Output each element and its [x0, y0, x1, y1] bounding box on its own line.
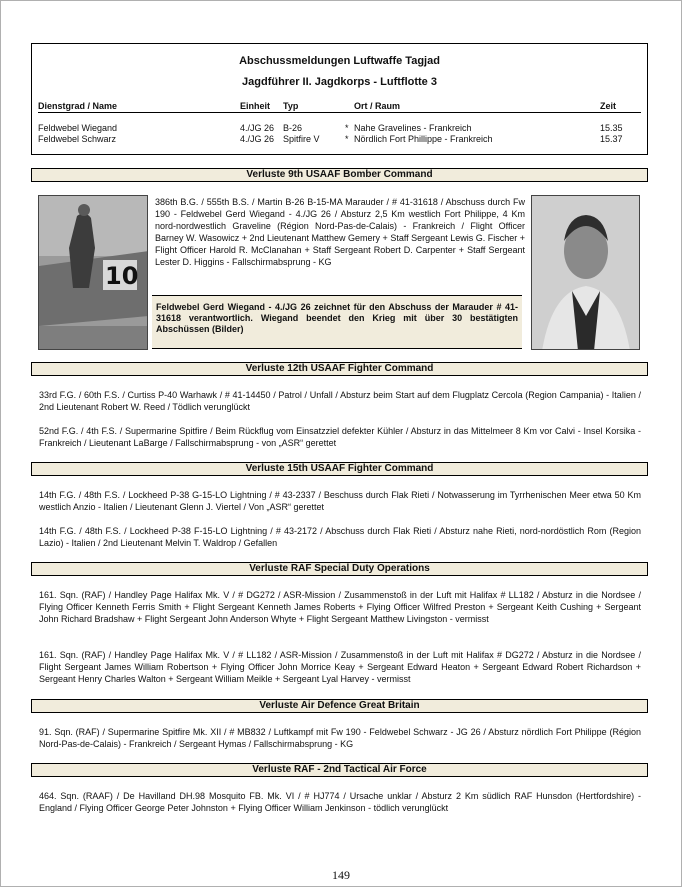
row-time: 15.35	[600, 123, 623, 133]
col-type: Typ	[283, 101, 299, 111]
loss-entry: 14th F.G. / 48th F.S. / Lockheed P-38 G-15-LO Lightning / # 43-2337 / Beschuss durch Flak Rieti / Notwasserung im Tyrrhenischen Meer etwa 50 Km westlich Anzio - Italien / Lieutenant Glenn J. Viertel / Von „ASR“ gerettet	[39, 490, 641, 512]
section-heading: Verluste RAF Special Duty Operations	[31, 562, 648, 576]
row-name: Feldwebel Wiegand	[38, 123, 118, 133]
row-place: Nördlich Fort Phillippe - Frankreich	[354, 134, 493, 144]
row-mark: *	[345, 134, 349, 144]
loss-entry: 161. Sqn. (RAF) / Handley Page Halifax Mk. V / # DG272 / ASR-Mission / Zusammenstoß in der Luft mit Halifax # LL182 / Absturz in die Nordsee / Flying Officer Kenneth Ferris Smith + Flight Sergeant Kenneth James Roberts + Flying Officer Wilfred Preston + Sergeant Keith Cushing + Sergeant John Richard Bradshaw + Flight Sergeant John Anderson Whyte + Flight Sergeant Matthew Livingston - vermisst	[39, 590, 641, 624]
row-name: Feldwebel Schwarz	[38, 134, 117, 144]
section-heading: Verluste RAF - 2nd Tactical Air Force	[31, 763, 648, 777]
row-type: B-26	[283, 123, 303, 133]
claims-table-box	[31, 43, 648, 155]
pilot-portrait	[531, 195, 640, 350]
section-heading: Verluste 15th USAAF Fighter Command	[31, 462, 648, 476]
col-unit: Einheit	[240, 101, 271, 111]
section-heading: Verluste 12th USAAF Fighter Command	[31, 362, 648, 376]
section-heading: Verluste 9th USAAF Bomber Command	[31, 168, 648, 182]
section-heading: Verluste Air Defence Great Britain	[31, 699, 648, 713]
loss-entry: 14th F.G. / 48th F.S. / Lockheed P-38 F-15-LO Lightning / # 43-2172 / Abschuss durch Flak Rieti / Absturz nahe Rieti, nord-nordöstlich Rom (Region Lazio) - Italien / 2nd Lieutenant Melvin T. Waldrop / Gefallen	[39, 526, 641, 548]
loss-entry: 33rd F.G. / 60th F.S. / Curtiss P-40 Warhawk / # 41-14450 / Patrol / Unfall / Absturz beim Start auf dem Flugplatz Cercola (Region Campania) - Italien / 2nd Lieutenant Robert W. Reed / Tödlich verunglückt	[39, 390, 641, 412]
aircraft-marking: 10	[105, 262, 139, 290]
row-unit: 4./JG 26	[240, 134, 275, 144]
loss-report-text: 386th B.G. / 555th B.S. / Martin B-26 B-15-MA Marauder / # 41-31618 / Abschuss durch Fw 190 - Feldwebel Gerd Wiegand - 4./JG 26 / Absturz 2,5 Km westlich Fort Philippe, 4 Km nord-nordwestlich Graveline (Région Nord-Pas-de-Calais) - Frankreich / Flight Officer Barney W. Wasowicz + 2nd Lieutenant Matthew Gemery + Staff Sergeant Lewis G. Fischer + Flight Officer Harold R. McClanahan + Staff Sergeant Robert D. Carpenter + Staff Sergeant Lester D. Higgins - Fallschirmabsprung - KG	[155, 197, 525, 267]
report-title: Abschussmeldungen Luftwaffe Tagjad	[239, 55, 440, 67]
row-time: 15.37	[600, 134, 623, 144]
col-place: Ort / Raum	[354, 101, 401, 111]
row-type: Spitfire V	[283, 134, 320, 144]
col-rank-name: Dienstgrad / Name	[38, 101, 118, 111]
report-subtitle: Jagdführer II. Jagdkorps - Luftflotte 3	[242, 76, 437, 88]
loss-entry: 52nd F.G. / 4th F.S. / Supermarine Spitfire / Beim Rückflug vom Einsatzziel defekter Kühler / Absturz in das Mittelmeer 8 Km vor Calvi - Insel Korsika - Frankreich / Lieutenant LaBarge / Fallschirmabsprung - von „ASR“ gerettet	[39, 426, 641, 448]
row-mark: *	[345, 123, 349, 133]
loss-entry: 464. Sqn. (RAAF) / De Havilland DH.98 Mosquito FB. Mk. VI / # HJ774 / Ursache unklar / Absturz 2 Km südlich RAF Hunsdon (Hertfordshire) - England / Flying Officer George Peter Johnston + Flying Officer William Jenkinson - tödlich verunglückt	[39, 791, 641, 813]
aircraft-photo	[38, 195, 148, 350]
loss-entry: 91. Sqn. (RAF) / Supermarine Spitfire Mk. XII / # MB832 / Luftkampf mit Fw 190 - Feldwebel Schwarz - JG 26 / Absturz nördlich Fort Philippe (Région Nord-Pas-de-Calais) - Frankreich / Sergeant Hymas / Fallschirmabsprung - KG	[39, 727, 641, 749]
photo-caption: Feldwebel Gerd Wiegand - 4./JG 26 zeichnet für den Abschuss der Marauder # 41-31618 verantwortlich. Wiegand beendet den Krieg mit über 30 bestätigten Abschüssen (Bilder)	[152, 295, 522, 349]
header-divider	[38, 112, 641, 113]
loss-entry: 161. Sqn. (RAF) / Handley Page Halifax Mk. V / # LL182 / ASR-Mission / Zusammenstoß in der Luft mit Halifax # DG272 / Absturz in die Nordsee / Flight Sergeant James William Robertson + Flying Officer John Morrice Keay + Sergeant Edward Heaton + Sergeant Edward Robert Richardson + Sergeant Henry Charles Walton + Sergeant William Meikle + Sergeant Lyal Harvey - vermisst	[39, 650, 641, 684]
page-number: 149	[332, 868, 350, 882]
row-place: Nahe Gravelines - Frankreich	[354, 123, 472, 133]
row-unit: 4./JG 26	[240, 123, 275, 133]
col-time: Zeit	[600, 101, 617, 111]
